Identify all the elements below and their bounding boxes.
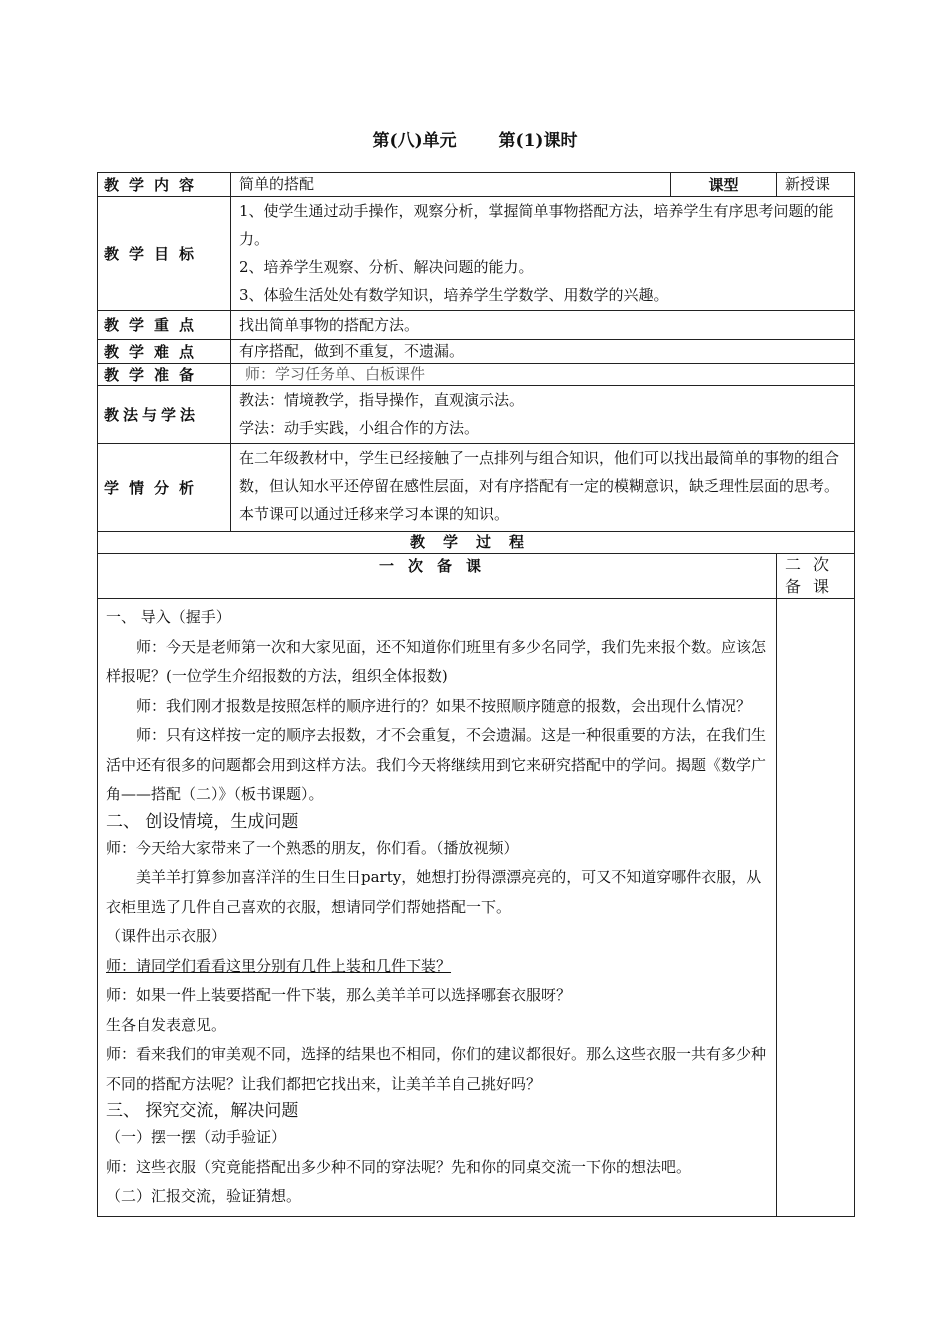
teach-method: 教法：情境教学，指导操作，直观演示法。 — [239, 391, 525, 409]
goals-label: 教学目标 — [98, 197, 231, 311]
process-line: （课件出示衣服） — [106, 927, 227, 945]
preparation-label: 教学准备 — [98, 364, 231, 386]
methods-value — [231, 386, 855, 444]
process-line: 美羊羊打算参加喜洋洋的生日生日party，她想打扮得漂漂亮亮的，可又不知道穿哪件衣服，从衣柜里选了几件自己喜欢的衣服，想请同学们帮她搭配一下。 — [106, 868, 762, 916]
difficulty-row — [98, 340, 855, 364]
process-line — [106, 952, 770, 982]
process-line: 师：今天是老师第一次和大家见面，还不知道你们班里有多少名同学，我们先来报个数。应该怎样报呢？(一位学生介绍报数的方法，组织全体报数) — [106, 637, 767, 685]
page-title — [0, 126, 950, 151]
goals-row — [98, 197, 855, 311]
content-label: 教学内容 — [98, 173, 231, 197]
process-line: 师：只有这样按一定的顺序去报数，才不会重复，不会遗漏。这是一种很重要的方法，在我们生活中还有很多的问题都会用到这样方法。我们今天将继续用到它来研究搭配中的学问。揭题《数学广角——搭配（二）》（板书课题）。 — [106, 726, 767, 803]
type-value: 新授课 — [777, 173, 855, 197]
difficulty-label: 教学难点 — [98, 340, 231, 364]
learn-method: 学法：动手实践，小组合作的方法。 — [239, 419, 480, 437]
process-line: 生各自发表意见。 — [106, 1015, 227, 1034]
analysis-label: 学情分析 — [98, 444, 231, 532]
process-line: 师：这些衣服（究竟能搭配出多少种不同的穿法呢？先和你的同桌交流一下你的想法吧。 — [106, 1157, 692, 1176]
lesson-plan-table — [97, 172, 855, 1217]
key-point-label: 教学重点 — [98, 311, 231, 340]
goals-value — [231, 197, 855, 311]
difficulty-value: 有序搭配，做到不重复，不遗漏。 — [231, 340, 855, 364]
process-title-row — [98, 532, 855, 554]
process-line: 师：如果一件上装要搭配一件下装，那么美羊羊可以选择哪套衣服呀？ — [106, 986, 572, 1004]
methods-row — [98, 386, 855, 444]
section-heading: 二、 创设情境，生成问题 — [106, 811, 299, 832]
content-value: 简单的搭配 — [231, 173, 671, 197]
process-line: 一、 导入（握手） — [106, 608, 231, 626]
process-line: （一）摆一摆（动手验证） — [106, 1128, 287, 1146]
content-row — [98, 173, 855, 197]
process-header-row — [98, 554, 855, 599]
key-point-value: 找出简单事物的搭配方法。 — [231, 311, 855, 340]
goal-item-1: 1、使学生通过动手操作，观察分析，掌握简单事物搭配方法，培养学生有序思考问题的能力。 — [239, 202, 834, 248]
second-prep-label: 二次备课 — [777, 554, 855, 599]
analysis-row — [98, 444, 855, 532]
process-line: （二）汇报交流，验证猜想。 — [106, 1187, 302, 1205]
process-line: 师：今天给大家带来了一个熟悉的朋友，你们看。（播放视频） — [106, 838, 519, 857]
first-prep-body — [98, 599, 777, 1217]
process-line-underlined: 师：请同学们看看这里分别有几件上装和几件下装？ — [106, 956, 452, 975]
section-heading: 三、 探究交流，解决问题 — [106, 1101, 299, 1121]
lesson-label: 第(1)课时 — [498, 131, 578, 151]
goal-item-2: 2、培养学生观察、分析、解决问题的能力。 — [239, 258, 534, 276]
type-label: 课型 — [671, 173, 777, 197]
analysis-value: 在二年级教材中，学生已经接触了一点排列与组合知识，他们可以找出最简单的事物的组合数，但认知水平还停留在感性层面，对有序搭配有一定的模糊意识，缺乏理性层面的思考。本节课可以通过迁移来学习本课的知识。 — [231, 444, 855, 532]
key-point-row — [98, 311, 855, 340]
methods-label: 教法与学法 — [98, 386, 231, 444]
goal-item-3: 3、体验生活处处有数学知识，培养学生学数学、用数学的兴趣。 — [239, 286, 669, 304]
process-body-row — [98, 599, 855, 1217]
process-title: 教学过程 — [98, 532, 855, 554]
second-prep-body — [777, 599, 855, 1217]
first-prep-label: 一次备课 — [98, 554, 777, 599]
unit-label: 第(八)单元 — [372, 131, 457, 151]
preparation-row — [98, 364, 855, 386]
preparation-value: 师：学习任务单、白板课件 — [231, 364, 855, 386]
process-line: 师：我们刚才报数是按照怎样的顺序进行的？如果不按照顺序随意的报数，会出现什么情况？ — [136, 696, 752, 715]
process-line: 师：看来我们的审美观不同，选择的结果也不相同，你们的建议都很好。那么这些衣服一共有多少种不同的搭配方法呢？让我们都把它找出来，让美羊羊自己挑好吗？ — [106, 1045, 767, 1093]
